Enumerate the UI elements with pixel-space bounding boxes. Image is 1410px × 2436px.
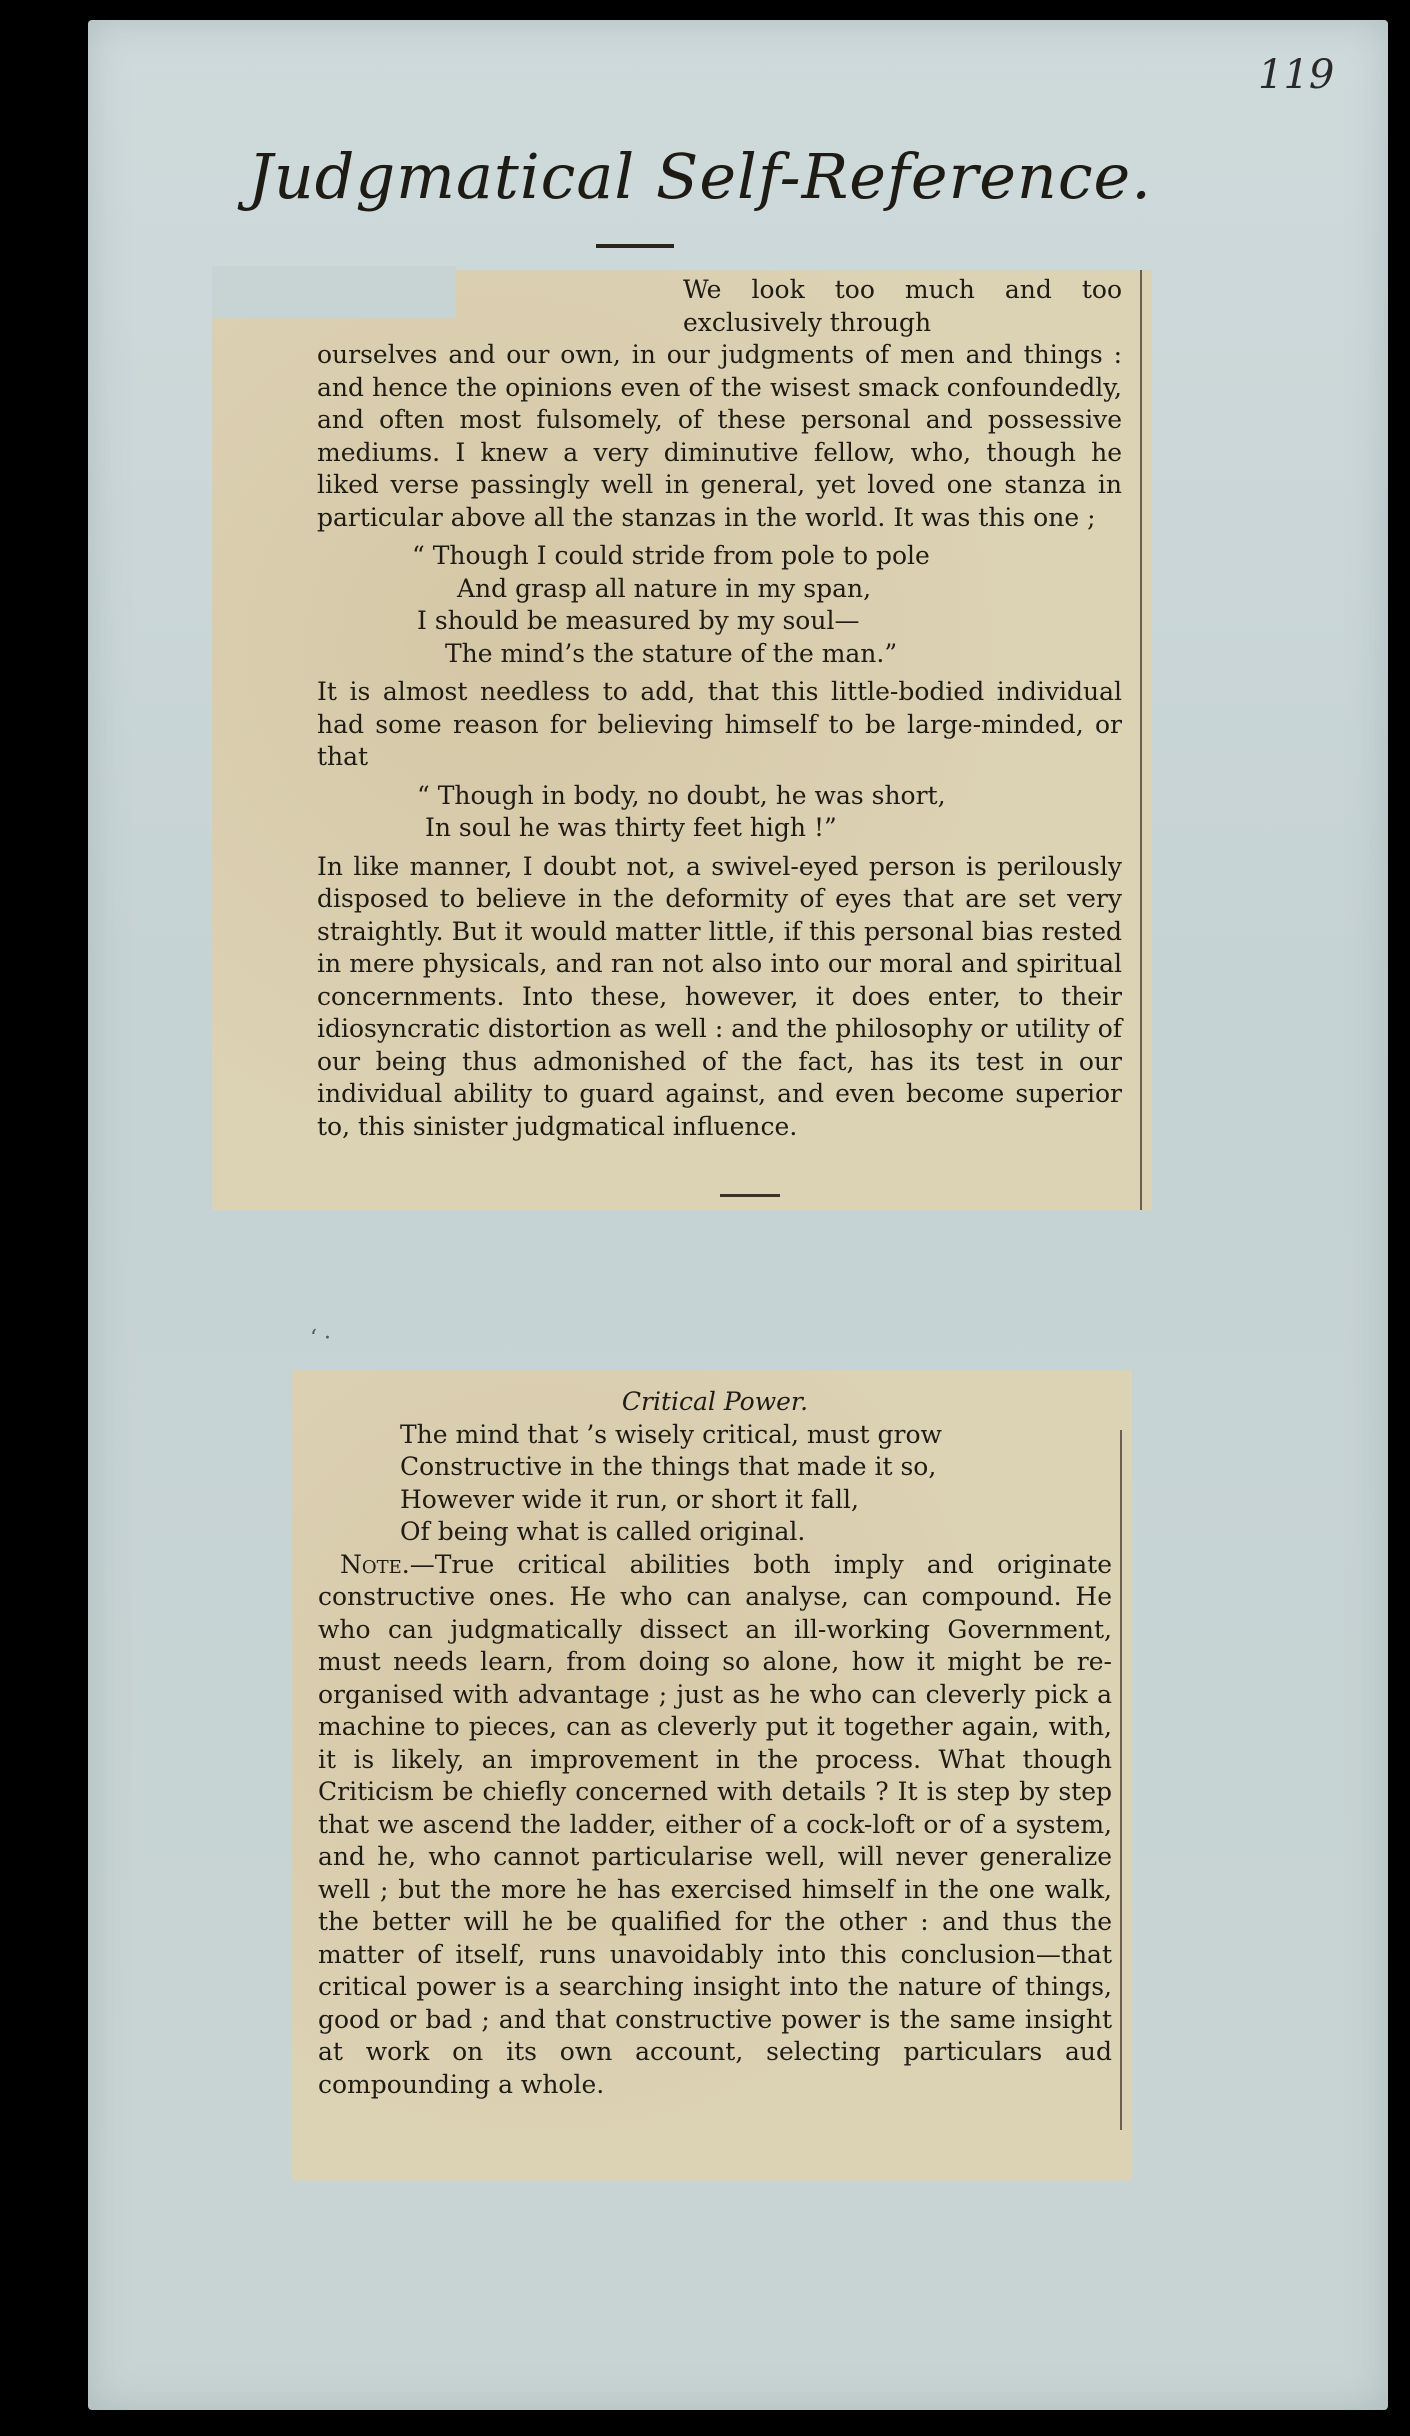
clipping2-title: Critical Power. (621, 1387, 809, 1416)
column-rule (1120, 1430, 1122, 2130)
paper-specks: ‘ · (310, 1326, 331, 1351)
clipping2-poem (318, 1419, 1112, 1549)
newspaper-clipping-1 (212, 270, 1152, 1210)
clipping1-cut-corner (212, 266, 456, 318)
verse-line: I should be measured by my soul— (417, 606, 860, 635)
column-rule (1140, 270, 1142, 1210)
note-label: Note. (340, 1549, 410, 1579)
page-number: 119 (1258, 52, 1335, 98)
clipping1-verse-1 (317, 540, 1122, 670)
verse-line: And grasp all nature in my span, (457, 573, 872, 603)
poem-line: Of being what is called original. (400, 1517, 806, 1546)
clipping1-verse-2 (317, 780, 1122, 845)
clipping2-note (318, 1549, 1112, 2102)
clipping1-paragraph-1-text: ourselves and our own, in our judgments of men and things : and hence the opinions even of the wisest smack confoundedly, and often most fulsomely, of these personal and possessive mediums. I knew a very diminutive fellow, who, though he liked verse passingly well in general, yet loved one stanza in particular above all the stanzas in the world. It was this one ; (317, 340, 1122, 532)
verse-line: “ Though in body, no doubt, he was short, (417, 780, 946, 810)
verse-line: In soul he was thirty feet high !” (425, 813, 837, 842)
verse-line: “ Though I could stride from pole to pole (412, 541, 930, 570)
poem-line: However wide it run, or short it fall, (400, 1484, 859, 1514)
title-divider (596, 244, 674, 248)
newspaper-clipping-2 (292, 1370, 1132, 2180)
verse-line: The mind’s the stature of the man.” (445, 638, 898, 668)
page-title: Judgmatical Self-Reference. (248, 140, 1152, 213)
clipping1-paragraph-3: In like manner, I doubt not, a swivel-eyed person is perilously disposed to believe in the deformity of eyes that are set very straightly. But it would matter little, if this personal bias rested in mere physicals, and ran not also into our moral and spiritual concernments. Into these, however, it does enter, to their idiosyncratic distortion as well : and the philosophy or utility of our being thus admonished of the fact, has its test in our individual ability to guard against, and even become superior to, this sinister judgmatical influence. (317, 851, 1122, 1141)
note-text: —True critical abilities both imply and originate constructive ones. He who can analyse, can compound. He who can judgmatically dissect an ill-working Government, must needs learn, from doing so alone, how it might be re-organised with advantage ; just as he who can cleverly pick a machine to pieces, can as cleverly put it together again, with, it is likely, an improvement in the process. What though Criticism be chiefly concerned with details ? It is step by step that we ascend the ladder, either of a cock-loft or of a system, and he, who cannot particularise well, will never generalize well ; but the more he has exercised himself in the one walk, the better will he be qualified for the other : and thus the matter of itself, runs unavoidably into this conclusion—that critical power is a searching insight into the nature of things, good or bad ; and that constructive power is the same insight at work on its own account, selecting particulars aud compounding a whole. (318, 1549, 1112, 2099)
poem-line: Constructive in the things that made it so, (400, 1452, 937, 1481)
clipping1-paragraph-2: It is almost needless to add, that this little-bodied individual had some reason for believing himself to be large-minded, or that (317, 677, 1122, 771)
clipping1-first-line: We look too much and too exclusively through (683, 275, 1122, 337)
clipping1-end-rule (720, 1194, 780, 1197)
poem-line: The mind that ’s wisely critical, must grow (400, 1419, 942, 1449)
